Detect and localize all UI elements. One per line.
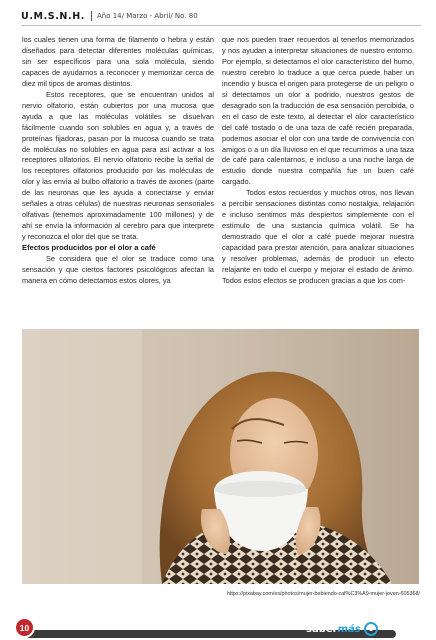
header-separator	[91, 11, 92, 21]
page-header	[21, 8, 421, 24]
logo-text-saber: saber	[306, 623, 338, 635]
publication-name: U.M.S.N.H.	[21, 10, 85, 22]
left-paragraph-2: Estos receptores, que se encuentran unidos al nervio olfatorio, están cubiertos por una mucosa que ayuda a que las moléculas volátiles se disuelvan fácilmente cuando son solubles en agua y, a través de proteínas fijadoras, pasan por la mucosa cuando se trata de moléculas no solubles en agua para así activar a los receptores olfatorios. El nervio olfatorio recibe la señal de los receptores olfatorios producido por las moléculas de olor y las envía al bulbo olfatorio a través de axones (parte de las neuronas que les ayuda a conectarse y enviar señales a otras células) de nuestras neuronas sensoriales olfativas (tenemos aproximadamente 100 millones) y de ahí se envía la información al cerebro para que interprete y reconozca el olor del que se trata.	[22, 89, 214, 242]
right-column	[222, 35, 414, 287]
left-paragraph-3: Se considera que el olor se traduce como una sensación y que ciertos factores psicológicos afectan la manera en cómo detectamos estos olores, ya	[22, 254, 214, 285]
page-number: 10	[14, 617, 35, 638]
photo-credit: https://pixabay.com/es/photos/mujer-bebiendo-caf%C3%A9-mujer-joven-605368/	[226, 591, 420, 597]
issue-info: Año 14/ Marzo - Abril/ No. 80	[96, 12, 198, 20]
header-rule	[21, 25, 421, 26]
section-title: Efectos producidos por el olor a café	[22, 243, 156, 253]
sabermas-logo	[306, 621, 378, 637]
woman-drinking-coffee-photo	[22, 329, 419, 584]
logo-text-mas: más	[337, 623, 361, 635]
right-paragraph-1: que nos pueden traer recuerdos al tenerlos memorizados y nos ayudan a interpretar situaciones de nuestro entorno. Por ejemplo, si detectamos el olor característico del humo, nuestro cerebro lo traduce a que cerca puede haber un incendio y busca el origen para protegerse de un peligro o si detectamos un olor a podrido, nuestros gestos de desagrado son la traducción de esa sensación percibida, o en el caso de este texto, al detectar el olor característico del café tostado o de una taza de café recién preparada, podemos asociar el olor con una tarde de convivencia con amigos o a un día lluvioso en el que recurrimos a una taza de café para calentarnos, e incluso a una noche larga de estudio donde nuestra compañía fue un buen café cargado.	[222, 35, 414, 187]
page-footer	[0, 612, 436, 640]
left-paragraph-1: los cuales tienen una forma de filamento o hebra y están diseñados para detectar diferentes moléculas químicas, sin ser específicos para una sola molécula, siendo capaces de ayudarnos a reconocer y memorizar cerca de diez mil tipos de aromas distintos.	[22, 35, 214, 88]
right-paragraph-2: Todos estos recuerdos y muchos otros, nos llevan a percibir sensaciones distintas como nostalgia, relajación e incluso sentimos más despiertos simplemente con el estímulo de una sustancia química volátil. Se ha demostrado que el olor a café puede mejorar nuestra capacidad para prestar atención, para analizar situaciones y resolver problemas, además de producir un efecto relajante en todo el cuerpo y mejorar el estado de ánimo. Todos estos efectos se producen gracias a que los com-	[222, 188, 414, 285]
logo-mark-icon	[364, 622, 378, 636]
left-column	[22, 35, 214, 287]
